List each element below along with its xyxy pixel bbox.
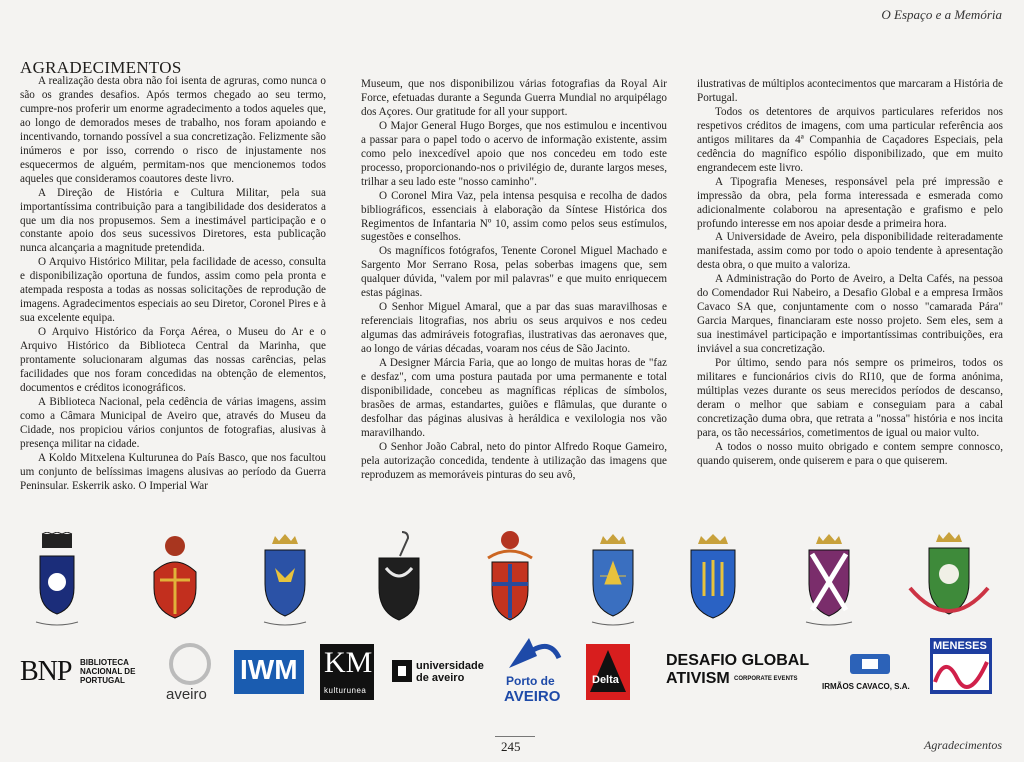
km-logo-mark: KM xyxy=(324,646,373,679)
paragraph: A Universidade de Aveiro, pela disponibilidade reiteradamente manifestada, assim como por todo o apoio tendente à apresentação desta obra, o que muito a valoriza. xyxy=(697,231,1003,272)
delta-triangle-icon xyxy=(586,644,630,700)
delta-cafes-logo xyxy=(586,644,630,700)
km-logo-text: kulturunea xyxy=(324,686,367,695)
text-column-1 xyxy=(20,75,326,494)
truck-icon xyxy=(848,650,892,678)
circle-emblem-icon xyxy=(162,642,218,686)
logos-row xyxy=(0,636,1024,706)
wave-graphic-icon xyxy=(933,654,989,690)
coat-of-arms-crest xyxy=(804,532,854,628)
iwm-logo-mark: IWM xyxy=(240,654,298,685)
paragraph: A Direção de História e Cultura Militar, pela sua importantíssima contribuição para a tangibilidade dos desideratos a que um dia nos propusemos. Sem a inestimável participação e o constante apoio dos seus sucessivos Diretores, esta publicação nunca alcançaria a magnitude pretendida. xyxy=(20,186,326,255)
porto-logo-line2: AVEIRO xyxy=(504,688,561,705)
meneses-logo xyxy=(930,638,992,694)
desafio-global-logo xyxy=(666,652,816,692)
paragraph: A todos o nosso muito obrigado e contem sempre connosco, quando quiserem, onde quiserem e para o que quiserem. xyxy=(697,440,1003,467)
bnp-logo-text: BIBLIOTECA NACIONAL DE PORTUGAL xyxy=(80,658,136,685)
paragraph: O Arquivo Histórico da Força Aérea, o Museu do Ar e o Arquivo Histórico da Biblioteca Central da Marinha, que prontamente solucionaram algumas das nossas carências, pelas facilidades que nos foram concedidas na obtenção de elementos, documentos e créditos iconográficos. xyxy=(20,326,326,394)
desafio-logo-line2: ATIVISM xyxy=(666,670,730,687)
desafio-logo-line3: CORPORATE EVENTS xyxy=(734,676,798,682)
paragraph: O Major General Hugo Borges, que nos estimulou e incentivou a passar para o papel todo o acervo de informação existente, assim como pelo inexcedível apoio que nos concedeu em todo este processo, proporcionando-nos o privilégio de, durante largos meses, trilhar a seu lado este "nosso caminho". xyxy=(361,119,667,188)
aveiro-museum-logo-text: aveiro xyxy=(166,686,207,703)
irmaos-cavaco-logo xyxy=(822,650,922,694)
coat-of-arms-crest xyxy=(150,532,200,628)
paragraph: Por último, sendo para nós sempre os primeiros, todos os militares e funcionários civis do RI10, que de forma anónima, múltiplas vezes durante os seus merecidos períodos de descanso, deram o melhor que sabiam e conseguiam para a cabal concretização duma obra, que retrata a "nossa" história e nos incita para, os tão necessários, cometimentos de igual ou maior vulto. xyxy=(697,357,1003,439)
meneses-logo-text: MENESES xyxy=(933,640,987,652)
bnp-logo xyxy=(20,656,142,690)
coat-of-arms-crest xyxy=(34,532,80,628)
paragraph: Museum, que nos disponibilizou várias fotografias da Royal Air Force, efetuadas durante a Segunda Guerra Mundial no arquipélago dos Açores. Our gratitude for all your support. xyxy=(361,78,667,118)
text-column-3 xyxy=(697,78,1003,469)
paragraph: A Biblioteca Nacional, pela cedência de várias imagens, assim como a Câmara Municipal de Aveiro que, através do Museu da Cidade, nos propiciou vários conjuntos de fotografias, alusivas à presença militar na cidade. xyxy=(20,395,326,450)
desafio-logo-line1: DESAFIO GLOBAL xyxy=(666,652,810,669)
universidade-aveiro-logo xyxy=(392,658,492,688)
running-header: O Espaço e a Memória xyxy=(881,7,1002,22)
paragraph: A Koldo Mitxelena Kulturunea do País Basco, que nos facultou um conjunto de belíssimas imagens alusivas ao período da Guerra Peninsular. Eskerrik asko. O Imperial War xyxy=(20,451,326,492)
paragraph: ilustrativas de múltiplos acontecimentos que marcaram a História de Portugal. xyxy=(697,78,1003,104)
universidade-aveiro-logo-text: universidade de aveiro xyxy=(416,660,484,684)
university-emblem-icon xyxy=(392,660,412,682)
coat-of-arms-crest xyxy=(484,528,536,628)
paragraph: O Coronel Mira Vaz, pela intensa pesquisa e recolha de dados bibliográficos, essenciais à elaboração da Síntese Histórica dos Regimentos de Infantaria Nº 10, assim como pelos seus estímulos, sugestões e conselhos. xyxy=(361,189,667,244)
porto-de-aveiro-logo xyxy=(502,636,568,706)
porto-logo-line1: Porto de xyxy=(506,674,555,688)
running-footer: Agradecimentos xyxy=(924,738,1002,752)
paragraph: Os magníficos fotógrafos, Tenente Coronel Miguel Machado e Sargento Mor Serrano Rosa, pelas soberbas imagens que, sem qualquer dúvida, "valem por mil palavras" e que muito enriquecem estas páginas. xyxy=(361,245,667,300)
coat-of-arms-crest xyxy=(686,532,740,628)
paragraph: Todos os detentores de arquivos particulares referidos nos respetivos créditos de imagens, com uma particular referência aos antigos militares da 4ª Companhia de Caçadores Especiais, pela cedência do magnífico espólio disponibilizado, que em muito engrandecem este livro. xyxy=(697,105,1003,174)
coat-of-arms-crest xyxy=(588,532,638,628)
page-title: AGRADECIMENTOS xyxy=(20,58,182,77)
coat-of-arms-crest xyxy=(260,532,310,628)
footer-rule xyxy=(495,736,535,737)
paragraph: A Administração do Porto de Aveiro, a Delta Cafés, na pessoa do Comendador Rui Nabeiro, a Desafio Global e a empresa Irmãos Cavaco SA que, conjuntamente com o nosso "camarada Pára" Garcia Marques, financiaram este nosso projeto. Sem eles, sem a sua inestimável participação e importantíssimas contribuições, era inviável a sua concretização. xyxy=(697,273,1003,356)
aveiro-museum-logo xyxy=(158,642,220,702)
delta-logo-text: Delta xyxy=(592,674,619,686)
crests-row xyxy=(0,528,1024,638)
coat-of-arms-crest xyxy=(904,528,994,628)
km-kulturunea-logo xyxy=(320,644,374,700)
paragraph: A realização desta obra não foi isenta de agruras, como nunca o são os grandes desafios. Após termos chegado ao seu termo, cumpre-nos proferir um enorme agradecimento a todos aqueles que, ao longo de demorados meses de trabalho, nos foram apoiando e incentivando, tornando possível a sua concretização. Felizmente são inúmeros e por isso, correndo o risco de injustamente nos esquecermos de alguém, permitam-nos que mencionemos todos aqueles que consideramos coautores deste livro. xyxy=(20,75,326,185)
iwm-logo xyxy=(234,650,304,694)
paragraph: A Designer Márcia Faria, que ao longo de muitas horas de "faz e desfaz", com uma postura pautada por uma permanente e total disponibilidade, concebeu as magníficas réplicas de símbolos, brasões de armas, estandartes, guiões e flâmulas, que durante o desfolhar das páginas alusivas à heráldica e vexilologia nos vão maravilhando. xyxy=(361,357,667,439)
paragraph: O Senhor Miguel Amaral, que a par das suas maravilhosas e referenciais litografias, nos abriu os seus arquivos e nos cedeu algumas das admiráveis fotografias, ilustrativas das aeronaves que, ao longo de várias décadas, voaram nos céus de São Jacinto. xyxy=(361,301,667,356)
paragraph: O Senhor João Cabral, neto do pintor Alfredo Roque Gameiro, pela autorização concedida, tendente à utilização das imagens que reproduzem as memoráveis pinturas do seu avô, xyxy=(361,440,667,481)
page-number: 245 xyxy=(501,739,521,754)
port-emblem-icon xyxy=(507,636,563,670)
bnp-logo-mark: BNP xyxy=(20,656,72,687)
irmaos-cavaco-logo-text: IRMÃOS CAVACO, S.A. xyxy=(822,682,910,691)
coat-of-arms-crest xyxy=(372,528,426,628)
text-column-2 xyxy=(361,78,667,483)
paragraph: A Tipografia Meneses, responsável pela pré impressão e impressão da obra, pela forma interessada e esmerada como adicionalmente colaborou na apresentação e grafismo e pelo profundo interesse em nos apoiar desde a primeira hora. xyxy=(697,175,1003,230)
paragraph: O Arquivo Histórico Militar, pela facilidade de acesso, consulta e disponibilização oportuna de fundos, assim como pela pronta e atempada resposta a todas as nossas solicitações de reprodução de imagens. Agradecimentos especiais ao seu Diretor, Coronel Pires e à sua excelente equipa. xyxy=(20,256,326,325)
